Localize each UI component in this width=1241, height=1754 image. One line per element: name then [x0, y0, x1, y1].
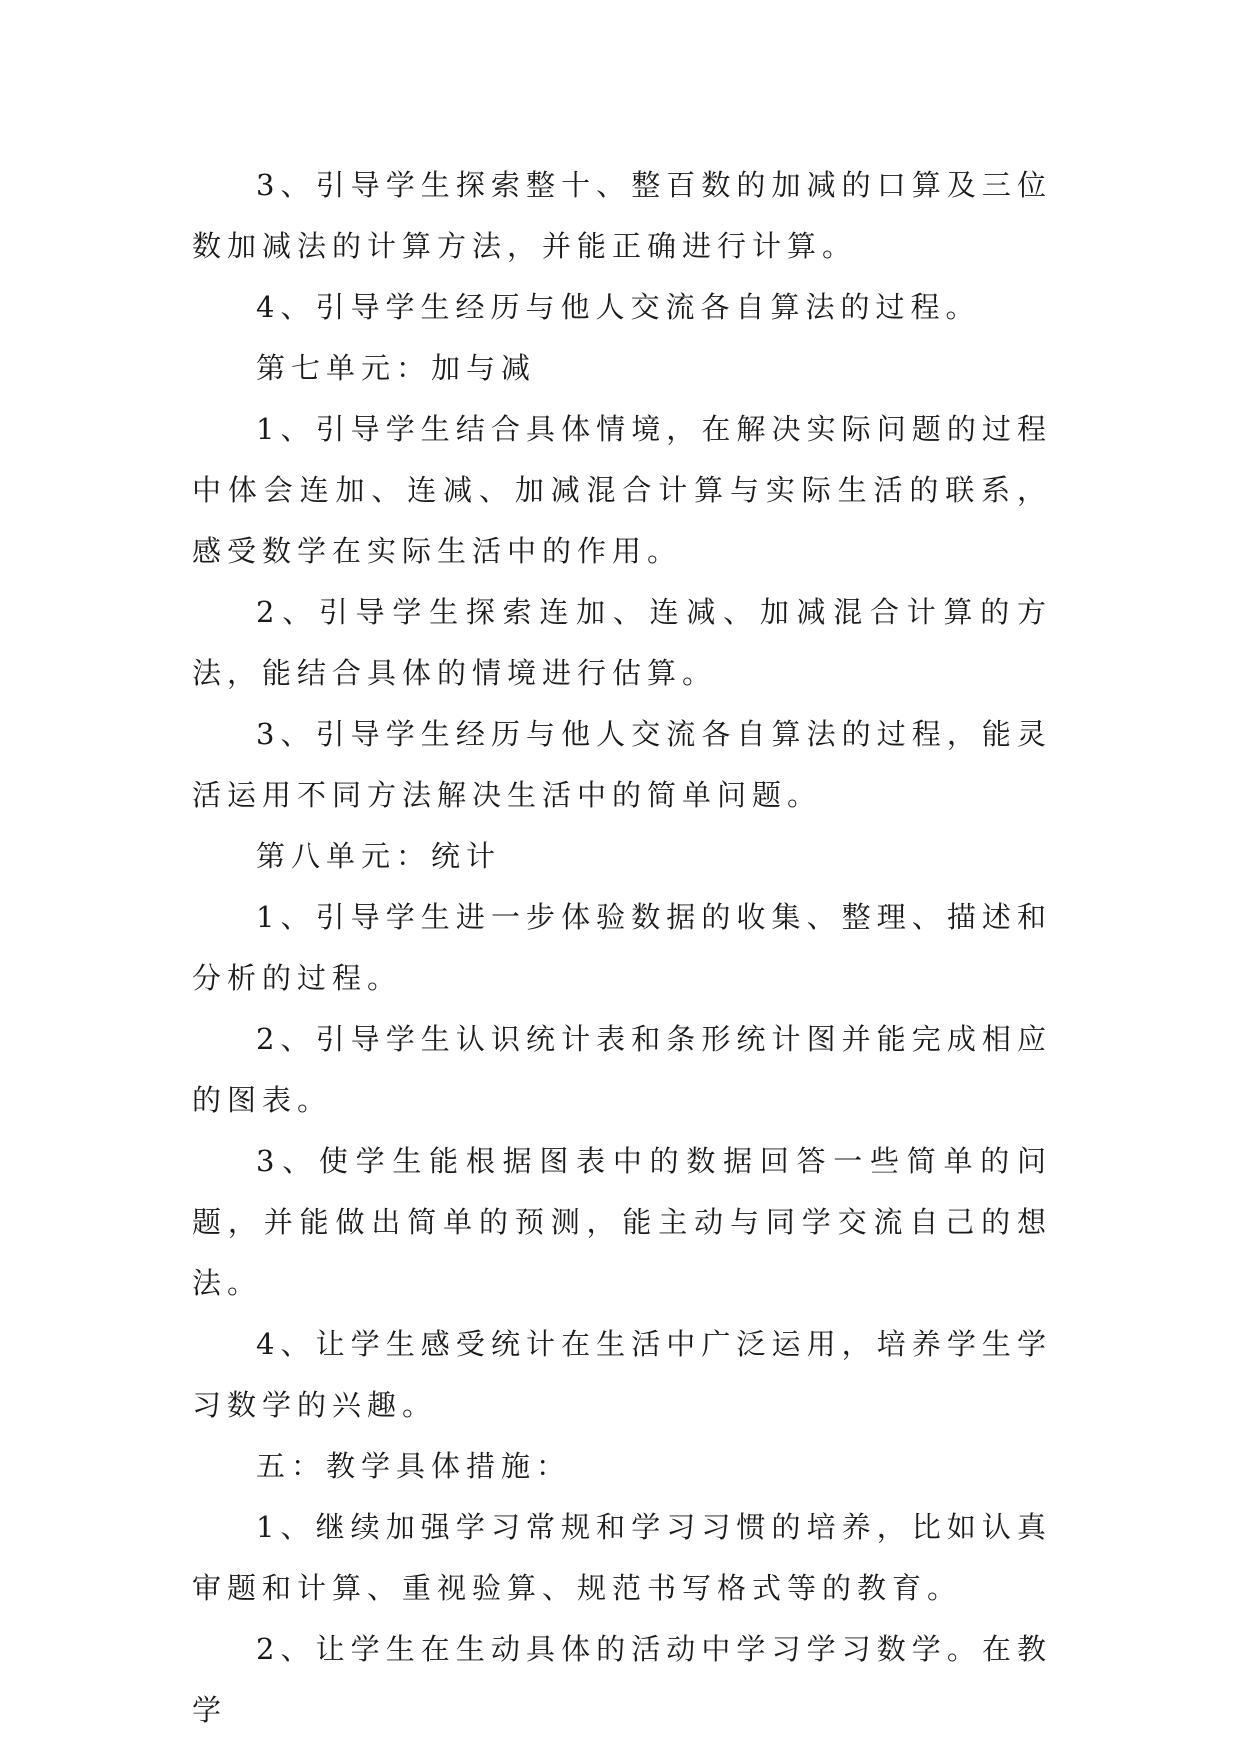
paragraph: 4、引导学生经历与他人交流各自算法的过程。	[256, 290, 981, 324]
paragraph: 3、使学生能根据图表中的数据回答一些简单的问题，并能做出简单的预测，能主动与同学交流自己的想法。	[192, 1144, 1052, 1300]
paragraph: 1、继续加强学习常规和学习习惯的培养，比如认真审题和计算、重视验算、规范书写格式等的教育。	[192, 1510, 1052, 1605]
paragraph: 2、引导学生探索连加、连减、加减混合计算的方法，能结合具体的情境进行估算。	[192, 595, 1052, 690]
paragraph: 4、让学生感受统计在生活中广泛运用，培养学生学习数学的兴趣。	[192, 1327, 1052, 1422]
paragraph: 2、让学生在生动具体的活动中学习学习数学。在教学	[192, 1632, 1052, 1727]
paragraph: 1、引导学生进一步体验数据的收集、整理、描述和分析的过程。	[192, 900, 1052, 995]
paragraph: 3、引导学生经历与他人交流各自算法的过程，能灵活运用不同方法解决生活中的简单问题。	[192, 717, 1052, 812]
paragraph: 2、引导学生认识统计表和条形统计图并能完成相应的图表。	[192, 1022, 1052, 1117]
section-heading: 五：教学具体措施：	[256, 1449, 572, 1483]
section-heading: 第七单元：加与减	[256, 351, 537, 385]
paragraph: 1、引导学生结合具体情境，在解决实际问题的过程中体会连加、连减、加减混合计算与实际生活的联系，感受数学在实际生活中的作用。	[192, 412, 1052, 568]
paragraph: 3、引导学生探索整十、整百数的加减的口算及三位数加减法的计算方法，并能正确进行计算。	[192, 168, 1052, 263]
section-heading: 第八单元：统计	[256, 839, 502, 873]
document-body	[192, 155, 1052, 1741]
